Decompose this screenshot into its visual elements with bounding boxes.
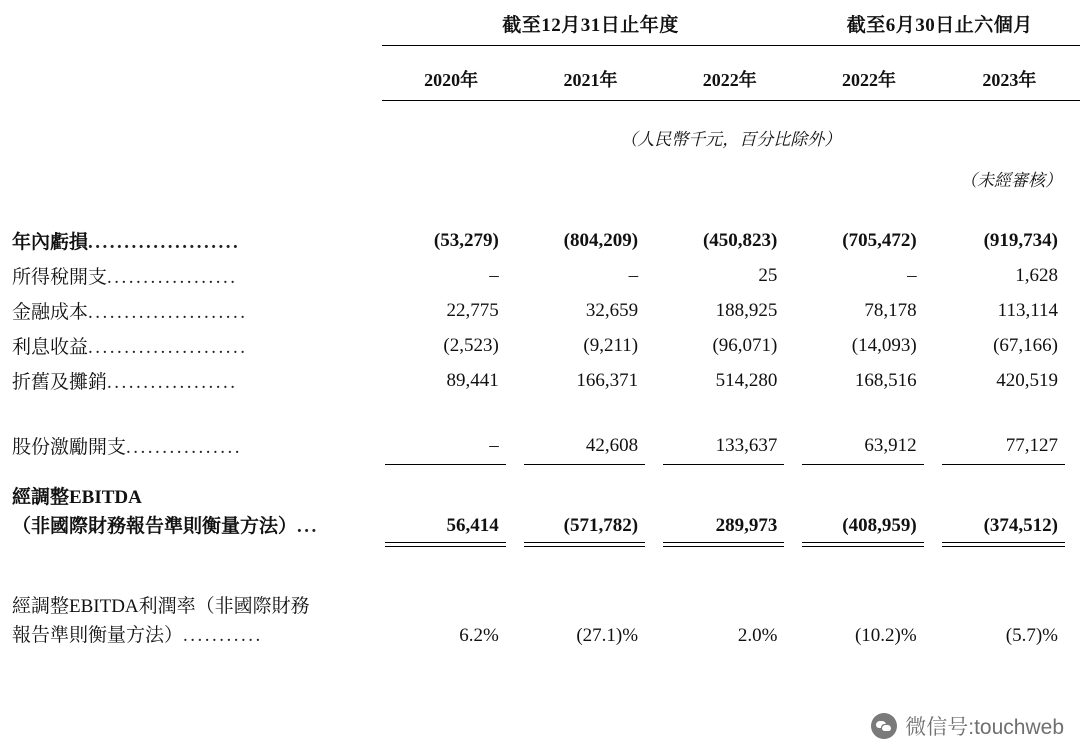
spacer — [0, 466, 1080, 484]
cell-sbp-2023h: 77,127 — [1005, 434, 1058, 456]
cell-tax-2022h: – — [907, 264, 917, 286]
row-label-income-tax: 所得稅開支.................. — [12, 267, 238, 288]
cell-depamort-2020: 89,441 — [446, 369, 499, 391]
group-header-interim: 截至6月30日止六個月 — [799, 0, 1080, 54]
row-label-adjusted-ebitda: 經調整EBITDA （非國際財務報告準則衡量方法）... — [12, 487, 319, 537]
row-label-finance-costs: 金融成本...................... — [12, 302, 248, 323]
spacer — [0, 193, 1080, 223]
double-rule-2022h — [799, 541, 938, 548]
cell-interest-2022: (96,071) — [712, 334, 778, 356]
audit-note-row — [0, 152, 1080, 193]
column-header-2023-interim: 2023年 — [939, 54, 1080, 111]
cell-margin-2021: (27.1)% — [576, 624, 639, 646]
cell-depamort-2021: 166,371 — [576, 369, 639, 391]
group-header-annual: 截至12月31日止年度 — [382, 0, 800, 54]
row-label-depreciation-amortisation: 折舊及攤銷.................. — [12, 372, 238, 393]
cell-depamort-2022: 514,280 — [715, 369, 778, 391]
column-header-2022-annual: 2022年 — [660, 54, 799, 111]
double-rule-2023h — [939, 541, 1080, 548]
cell-loss-2021: (804,209) — [563, 229, 639, 251]
cell-margin-2020: 6.2% — [459, 624, 499, 646]
audit-note: （未經審核） — [960, 171, 1062, 190]
cell-loss-2023h: (919,734) — [983, 229, 1058, 251]
column-header-2022-interim: 2022年 — [799, 54, 938, 111]
watermark — [865, 709, 1070, 743]
cell-finance-2020: 22,775 — [446, 299, 499, 321]
row-label-loss-for-year: 年內虧損..................... — [12, 232, 241, 253]
margin-row — [0, 592, 1080, 651]
cell-tax-2020: – — [489, 264, 499, 286]
cell-depamort-2022h: 168,516 — [854, 369, 917, 391]
cell-tax-2021: – — [628, 264, 639, 286]
spacer — [0, 548, 1080, 592]
unit-note-row — [0, 111, 1080, 152]
unit-note: （人民幣千元，百分比除外） — [620, 130, 842, 149]
cell-finance-2023h: 113,114 — [997, 299, 1058, 321]
empty-corner-cell-2 — [0, 54, 382, 111]
table-row — [0, 428, 1080, 463]
cell-finance-2022: 188,925 — [715, 299, 778, 321]
table-row — [0, 363, 1080, 398]
column-header-2020: 2020年 — [382, 54, 521, 111]
total-row — [0, 484, 1080, 541]
row-label-interest-income: 利息收益...................... — [12, 337, 248, 358]
table-row — [0, 328, 1080, 363]
cell-ebitda-2020: 56,414 — [446, 515, 499, 536]
cell-finance-2022h: 78,178 — [864, 299, 917, 321]
cell-ebitda-2022h: (408,959) — [842, 515, 917, 536]
spacer — [0, 398, 1080, 428]
double-rule-2021 — [521, 541, 660, 548]
cell-tax-2023h: 1,628 — [1015, 264, 1058, 286]
cell-margin-2022h: (10.2)% — [854, 624, 917, 646]
cell-loss-2022h: (705,472) — [842, 229, 917, 251]
cell-sbp-2022: 133,637 — [715, 434, 778, 456]
cell-ebitda-2022: 289,973 — [715, 515, 778, 536]
table-year-header-row — [0, 54, 1080, 111]
cell-margin-2022: 2.0% — [737, 624, 778, 646]
cell-tax-2022: 25 — [758, 264, 778, 286]
cell-ebitda-2021: (571,782) — [563, 515, 639, 536]
cell-interest-2022h: (14,093) — [851, 334, 917, 356]
cell-interest-2023h: (67,166) — [993, 334, 1058, 356]
table-group-header-row — [0, 0, 1080, 54]
column-header-2021: 2021年 — [521, 54, 660, 111]
row-label-adjusted-ebitda-margin: 經調整EBITDA利潤率（非國際財務 報告準則衡量方法）........... — [12, 596, 310, 647]
cell-loss-2022: (450,823) — [702, 229, 778, 251]
cell-ebitda-2023h: (374,512) — [983, 515, 1058, 536]
cell-margin-2023h: (5.7)% — [1005, 624, 1058, 646]
cell-sbp-2020: – — [489, 434, 499, 456]
table-row — [0, 223, 1080, 258]
cell-interest-2020: (2,523) — [443, 334, 499, 356]
table-row — [0, 293, 1080, 328]
wechat-logo-icon — [871, 713, 897, 739]
cell-sbp-2022h: 63,912 — [864, 434, 917, 456]
double-rule-2020 — [382, 541, 521, 548]
row-label-share-based-payment: 股份激勵開支................ — [12, 437, 243, 458]
cell-depamort-2023h: 420,519 — [996, 369, 1058, 391]
total-double-rule-row — [0, 541, 1080, 548]
empty-corner-cell — [0, 0, 382, 54]
cell-interest-2021: (9,211) — [583, 334, 639, 356]
table-row — [0, 258, 1080, 293]
watermark-text: 微信号:touchweb — [905, 716, 1064, 739]
cell-finance-2021: 32,659 — [585, 299, 639, 321]
cell-sbp-2021: 42,608 — [585, 434, 639, 456]
double-rule-2022 — [660, 541, 799, 548]
cell-loss-2020: (53,279) — [433, 229, 499, 251]
